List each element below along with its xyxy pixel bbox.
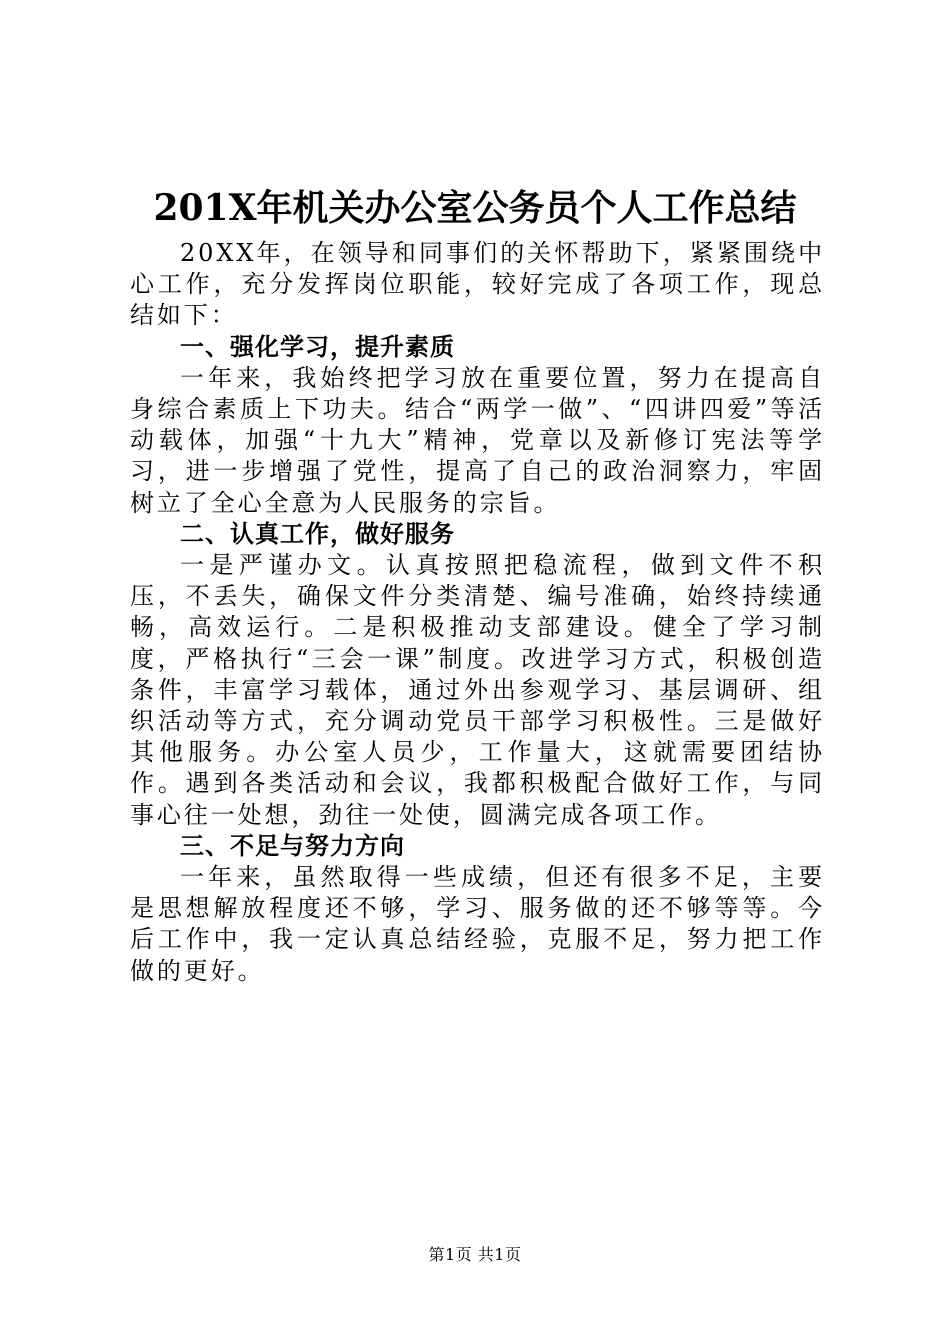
document-body <box>130 238 825 987</box>
intro-paragraph: 20XX年，在领导和同事们的关怀帮助下，紧紧围绕中心工作，充分发挥岗位职能，较好完成了各项工作，现总结如下： <box>130 239 825 330</box>
section-paragraph-2: 一是严谨办文。认真按照把稳流程，做到文件不积压，不丢失，确保文件分类清楚、编号准确，始终持续通畅，高效运行。二是积极推动支部建设。健全了学习制度，严格执行“三会一课”制度。改进学习方式，积极创造条件，丰富学习载体，通过外出参观学习、基层调研、组织活动等方式，充分调动党员干部学习积极性。三是做好其他服务。办公室人员少，工作量大，这就需要团结协作。遇到各类活动和会议，我都积极配合做好工作，与同事心往一处想，劲往一处使，圆满完成各项工作。 <box>130 551 825 829</box>
document-title: 201X年机关办公室公务员个人工作总结 <box>153 187 797 229</box>
section-heading-2: 二、认真工作，做好服务 <box>180 519 455 548</box>
page-footer: 第1页 共1页 <box>428 1245 522 1264</box>
section-heading-3: 三、不足与努力方向 <box>180 831 405 860</box>
section-paragraph-1: 一年来，我始终把学习放在重要位置，努力在提高自身综合素质上下功夫。结合“两学一做”、“四讲四爱”等活动载体，加强“十九大”精神，党章以及新修订宪法等学习，进一步增强了党性，提高了自己的政治洞察力，牢固树立了全心全意为人民服务的宗旨。 <box>130 363 825 517</box>
section-paragraph-3: 一年来，虽然取得一些成绩，但还有很多不足，主要是思想解放程度还不够，学习、服务做的还不够等等。今后工作中，我一定认真总结经验，克服不足，努力把工作做的更好。 <box>130 863 825 985</box>
section-heading-1: 一、强化学习，提升素质 <box>180 332 455 361</box>
